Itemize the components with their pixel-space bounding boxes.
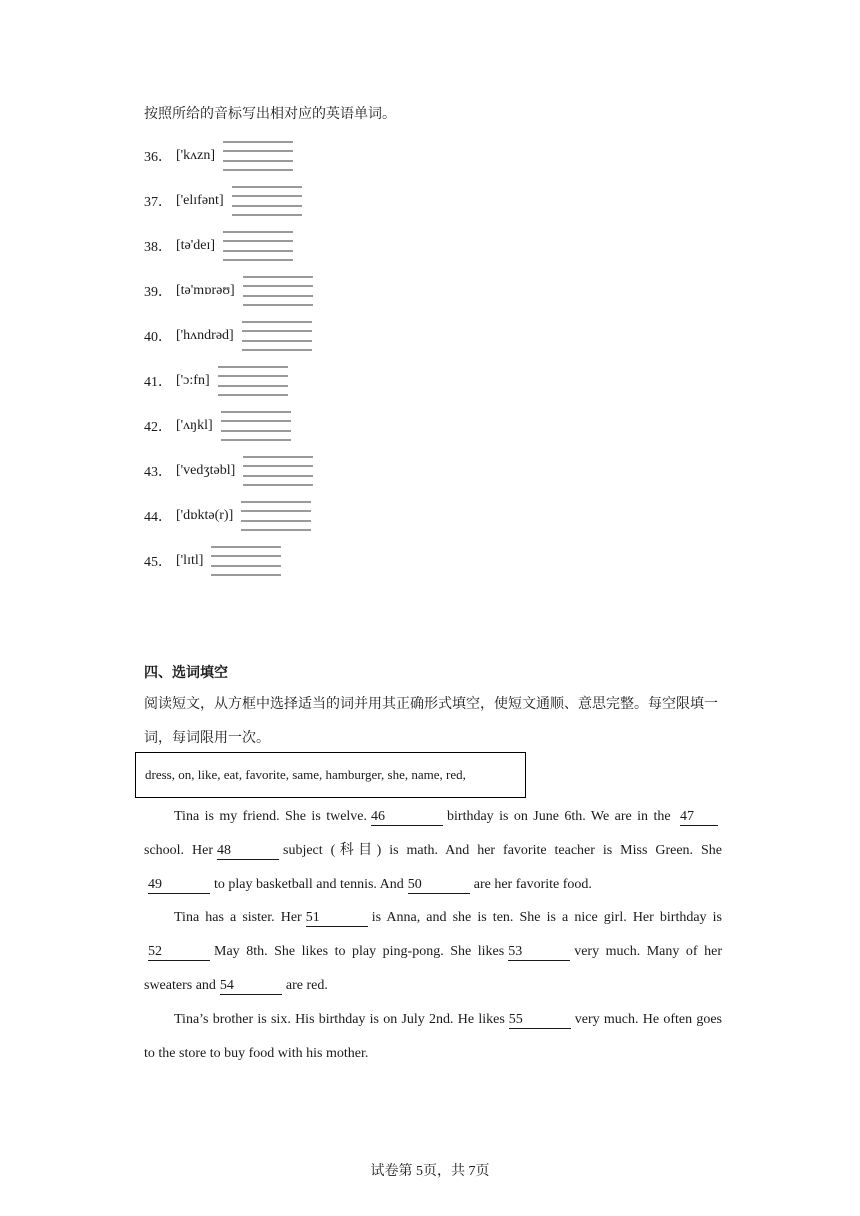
- writing-line: [218, 385, 288, 387]
- question-number: 40．: [144, 330, 172, 345]
- passage: [144, 800, 722, 1070]
- phonetic-item: [144, 546, 281, 576]
- question-number: 39．: [144, 285, 172, 300]
- writing-lines[interactable]: [211, 546, 281, 576]
- writing-lines[interactable]: [221, 411, 291, 441]
- phonetic-item: [144, 186, 302, 216]
- text-segment: is Anna, and she is ten. She is a nice girl. Her birthday is: [371, 910, 722, 926]
- writing-line: [243, 465, 313, 467]
- writing-line: [243, 456, 313, 458]
- phonetic-symbol: ['dɒktə(r)]: [176, 508, 234, 523]
- writing-line: [243, 276, 313, 278]
- writing-line: [243, 285, 313, 287]
- phonetic-symbol: [tə'deɪ]: [176, 238, 216, 253]
- writing-line: [242, 340, 312, 342]
- text-segment: Tina has a sister. Her: [174, 910, 302, 926]
- question-number: 44．: [144, 510, 172, 525]
- writing-line: [223, 169, 293, 171]
- passage-paragraph-2: [144, 901, 722, 1002]
- writing-line: [243, 295, 313, 297]
- writing-line: [232, 195, 302, 197]
- writing-line: [242, 349, 312, 351]
- phonetic-item: [144, 321, 312, 351]
- writing-line: [211, 555, 281, 557]
- blank-55[interactable]: 55: [509, 1012, 571, 1029]
- passage-paragraph-1: [144, 800, 722, 901]
- phonetic-symbol: ['ɔ:fn]: [176, 373, 210, 388]
- writing-line: [241, 510, 311, 512]
- text-segment: are red.: [285, 977, 328, 993]
- phonetic-item: [144, 411, 291, 441]
- writing-line: [223, 231, 293, 233]
- writing-line: [221, 430, 291, 432]
- phonetic-item: [144, 456, 313, 486]
- text-segment: Tina is my friend. She is twelve.: [174, 809, 368, 824]
- writing-line: [218, 366, 288, 368]
- blank-47[interactable]: 47: [680, 809, 718, 826]
- writing-lines[interactable]: [218, 366, 288, 396]
- writing-line: [232, 205, 302, 207]
- text-segment: subject (科目) is math. And her favorite teacher is Miss Green. She: [283, 842, 722, 858]
- writing-line: [243, 475, 313, 477]
- phonetic-item: [144, 501, 311, 531]
- word-box: dress, on, like, eat, favorite, same, hamburger, she, name, red,: [135, 752, 526, 798]
- phonetic-item: [144, 141, 293, 171]
- phonetic-symbol: ['hʌndrəd]: [176, 328, 234, 343]
- question-number: 38．: [144, 240, 172, 255]
- blank-48[interactable]: 48: [217, 843, 279, 860]
- phonetic-symbol: ['kʌzn]: [176, 148, 216, 163]
- writing-line: [223, 141, 293, 143]
- text-segment: very much. He often goes to the store to buy food with his mother.: [144, 1011, 722, 1061]
- writing-line: [223, 160, 293, 162]
- question-number: 42．: [144, 420, 172, 435]
- text-segment: birthday is on June 6th. We are in the: [447, 809, 671, 824]
- writing-line: [223, 259, 293, 261]
- text-segment: Tina’s brother is six. His birthday is on July 2nd. He likes: [174, 1011, 505, 1027]
- blank-53[interactable]: 53: [508, 944, 570, 961]
- question-number: 43．: [144, 465, 172, 480]
- text-segment: May 8th. She likes to play ping-pong. She likes: [214, 944, 505, 960]
- text-segment: are her favorite food.: [473, 876, 592, 892]
- writing-lines[interactable]: [242, 321, 312, 351]
- writing-line: [241, 501, 311, 503]
- writing-line: [221, 420, 291, 422]
- text-segment: to play basketball and tennis. And: [214, 876, 404, 892]
- writing-line: [242, 330, 312, 332]
- blank-46[interactable]: 46: [371, 809, 443, 826]
- phonetic-symbol: ['ʌŋkl]: [176, 418, 213, 433]
- writing-line: [241, 520, 311, 522]
- text-segment: school. Her: [144, 842, 213, 858]
- writing-lines[interactable]: [223, 141, 293, 171]
- writing-line: [241, 529, 311, 531]
- blank-52[interactable]: 52: [148, 944, 210, 961]
- section3-instruction: 按照所给的音标写出相对应的英语单词。: [144, 107, 396, 122]
- phonetic-symbol: ['elɪfənt]: [176, 193, 224, 208]
- question-number: 41．: [144, 375, 172, 390]
- writing-line: [232, 186, 302, 188]
- writing-line: [211, 546, 281, 548]
- writing-lines[interactable]: [223, 231, 293, 261]
- page-footer: 试卷第 5页，共 7页: [370, 1164, 490, 1179]
- phonetic-item: [144, 231, 293, 261]
- question-number: 45．: [144, 555, 172, 570]
- question-number: 37．: [144, 195, 172, 210]
- phonetic-symbol: ['lɪtl]: [176, 553, 204, 568]
- text-segment: very much. Many of her sweaters and: [144, 944, 722, 993]
- blank-54[interactable]: 54: [220, 978, 282, 995]
- writing-line: [223, 150, 293, 152]
- section4-title: 四、选词填空: [144, 665, 228, 681]
- writing-line: [218, 375, 288, 377]
- writing-line: [223, 250, 293, 252]
- writing-lines[interactable]: [241, 501, 311, 531]
- writing-lines[interactable]: [232, 186, 302, 216]
- writing-line: [223, 240, 293, 242]
- writing-line: [243, 484, 313, 486]
- phonetic-symbol: [tə'mɒrəʊ]: [176, 283, 235, 298]
- blank-51[interactable]: 51: [306, 910, 368, 927]
- question-number: 36．: [144, 150, 172, 165]
- writing-lines[interactable]: [243, 276, 313, 306]
- writing-line: [211, 565, 281, 567]
- phonetic-symbol: ['vedʒtəbl]: [176, 463, 236, 478]
- writing-line: [221, 439, 291, 441]
- phonetic-item: [144, 366, 288, 396]
- writing-line: [211, 574, 281, 576]
- blank-49[interactable]: 49: [148, 877, 210, 894]
- section4-description: 阅读短文，从方框中选择适当的词并用其正确形式填空，使短文通顺、意思完整。每空限填一词，每词限用一次。: [144, 697, 718, 746]
- blank-50[interactable]: 50: [408, 877, 470, 894]
- writing-line: [218, 394, 288, 396]
- writing-line: [221, 411, 291, 413]
- writing-line: [242, 321, 312, 323]
- phonetic-item: [144, 276, 313, 306]
- passage-paragraph-3: [144, 1003, 722, 1071]
- writing-line: [232, 214, 302, 216]
- writing-line: [243, 304, 313, 306]
- writing-lines[interactable]: [243, 456, 313, 486]
